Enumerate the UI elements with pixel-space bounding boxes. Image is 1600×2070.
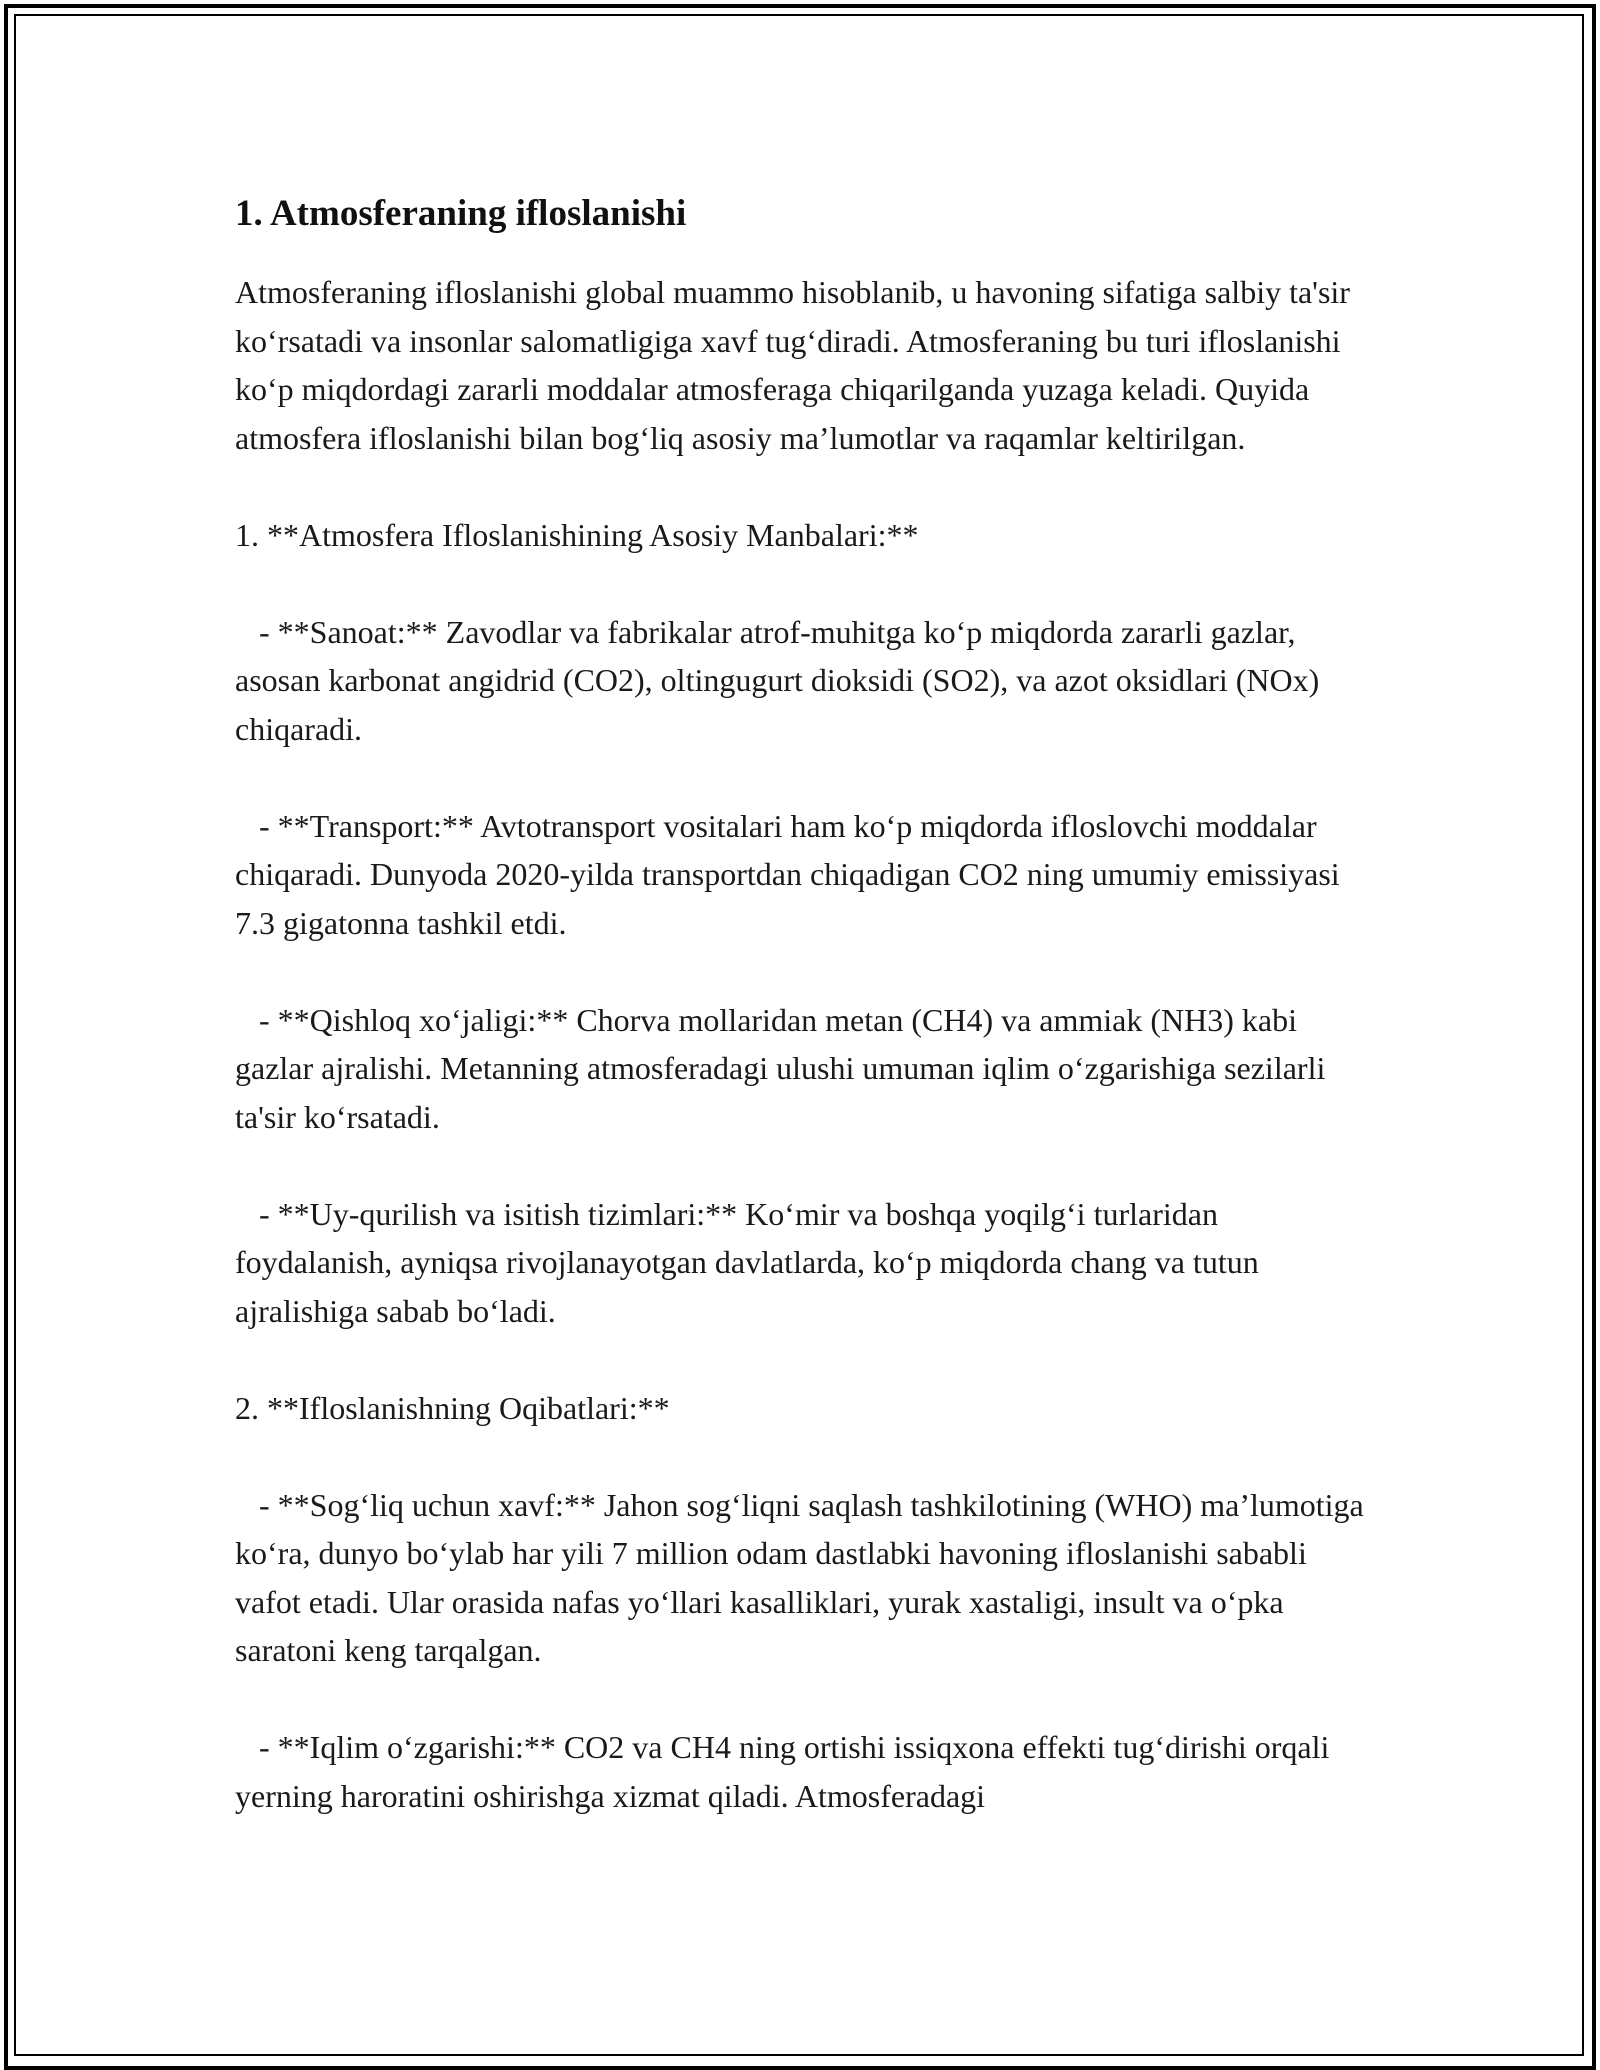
list-item-transport: - **Transport:** Avtotransport vositalari ham ko‘p miqdorda ifloslovchi moddalar chiqaradi. Dunyoda 2020-yilda transportdan chiqadigan CO2 ning umumiy emissiyasi 7.3 gigatonna tashkil etdi. <box>235 807 1348 941</box>
section-heading: 1. Atmosferaning ifloslanishi <box>235 193 687 234</box>
intro-paragraph: Atmosferaning ifloslanishi global muammo hisoblanib, u havoning sifatiga salbiy ta'sir ko‘rsatadi va insonlar salomatligiga xavf tug‘diradi. Atmosferaning bu turi ifloslanishi ko‘p miqdordagi zararli moddalar atmosferaga chiqarilganda yuzaga keladi. Quyida atmosfera ifloslanishi bilan bog‘liq asosiy ma’lumotlar va raqamlar keltirilgan. <box>235 274 1358 456</box>
list-item-industry: - **Sanoat:** Zavodlar va fabrikalar atrof-muhitga ko‘p miqdorda zararli gazlar, asosan karbonat angidrid (CO2), oltingugurt dioksidi (SO2), va azot oksidlari (NOx) chiqaradi. <box>235 613 1328 747</box>
document-body <box>235 186 1375 1820</box>
list-item-climate-change: - **Iqlim o‘zgarishi:** CO2 va CH4 ning ortishi issiqxona effekti tug‘dirishi orqali yerning haroratini oshirishga xizmat qiladi. Atmosferadagi <box>235 1729 1338 1814</box>
list-heading-sources: 1. **Atmosfera Ifloslanishining Asosiy Manbalari:** <box>235 516 919 553</box>
list-item-agriculture: - **Qishloq xo‘jaligi:** Chorva mollaridan metan (CH4) va ammiak (NH3) kabi gazlar ajralishi. Metanning atmosferadagi ulushi umuman iqlim o‘zgarishiga sezilarli ta'sir ko‘rsatadi. <box>235 1001 1334 1135</box>
list-item-health-risk: - **Sog‘liq uchun xavf:** Jahon sog‘liqni saqlash tashkilotining (WHO) ma’lumotiga ko‘ra, dunyo bo‘ylab har yili 7 million odam dastlabki havoning ifloslanishi sababli vafot etadi. Ular orasida nafas yo‘llari kasalliklari, yurak xastaligi, insult va o‘pka saratoni keng tarqalgan. <box>235 1486 1372 1668</box>
list-item-housing-heating: - **Uy-qurilish va isitish tizimlari:** Ko‘mir va boshqa yoqilg‘i turlaridan foydalanish, ayniqsa rivojlanayotgan davlatlarda, ko‘p miqdorda chang va tutun ajralishiga sabab bo‘ladi. <box>235 1195 1267 1329</box>
list-heading-consequences: 2. **Ifloslanishning Oqibatlari:** <box>235 1389 670 1426</box>
